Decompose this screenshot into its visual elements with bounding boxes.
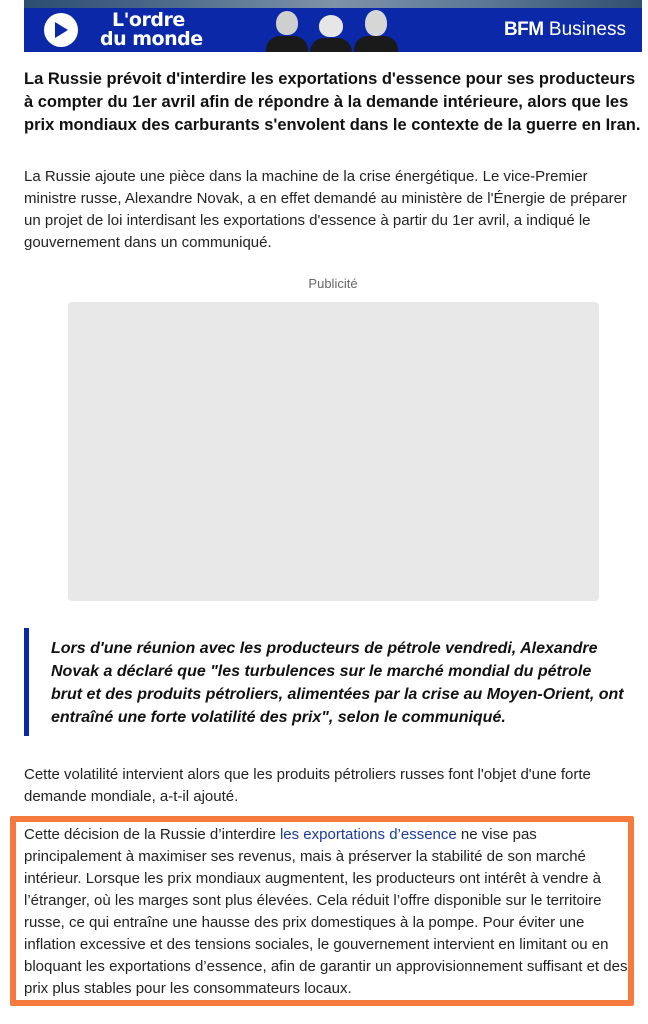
leaders-portraits [262, 8, 402, 52]
p4-text-before: Cette décision de la Russie d’interdire [24, 826, 280, 843]
article-paragraph-4 [24, 824, 628, 1000]
brand-rest: Business [548, 19, 626, 40]
article-paragraph-3: Cette volatilité intervient alors que les produits pétroliers russes font l'objet d'une forte demande mondiale, a-t-il ajouté. [24, 766, 591, 805]
show-title [100, 11, 203, 49]
portrait-1 [266, 8, 308, 52]
ad-label: Publicité [308, 276, 358, 291]
show-title-line1: L'ordre [112, 9, 185, 31]
brand-logo [504, 20, 626, 40]
brand-bold: BFM [503, 19, 544, 40]
p4-text-after: ne vise pas principalement à maximiser ses revenus, mais à préserver la stabilité de son marché intérieur. Lorsque les prix mondiaux augmentent, les producteurs ont intérêt à vendre à l’étranger, où les marges sont plus élevées. Cela réduit l’offre disponible sur le territoire russe, ce qui entraîne une hausse des prix domestiques à la pompe. Pour éviter une inflation excessive et des tensions sociales, le gouvernement intervient en limitant ou en bloquant les exportations d’essence, afin de garantir un approvisionnement suffisant et des prix plus stables pour les consommateurs locaux. [24, 826, 628, 997]
exports-link[interactable]: les exportations d’essence [279, 826, 457, 843]
ad-placeholder[interactable] [68, 302, 599, 601]
article-quote: Lors d'une réunion avec les producteurs de pétrole vendredi, Alexandre Novak a déclaré que "les turbulences sur le marché mondial du pétrole brut et des produits pétroliers, alimentées par la crise au Moyen-Orient, ont entraîné une forte volatilité des prix", selon le communiqué. [24, 628, 624, 736]
portrait-2 [310, 8, 352, 52]
article-lead: La Russie prévoit d'interdire les exportations d'essence pour ses producteurs à compter du 1er avril afin de répondre à la demande intérieure, alors que les prix mondiaux des carburants s'envolent dans le contexte de la guerre en Iran. [24, 70, 641, 134]
article-paragraph-1: La Russie ajoute une pièce dans la machine de la crise énergétique. Le vice-Premier ministre russe, Alexandre Novak, a en effet demandé au ministère de l'Énergie de préparer un projet de loi interdisant les exportations d'essence à partir du 1er avril, a indiqué le gouvernement dans un communiqué. [24, 168, 627, 251]
portrait-3 [354, 8, 398, 52]
play-icon[interactable] [44, 13, 78, 47]
header-photo-strip [24, 0, 642, 8]
video-banner[interactable] [24, 8, 642, 52]
show-title-line2: du monde [100, 28, 203, 50]
